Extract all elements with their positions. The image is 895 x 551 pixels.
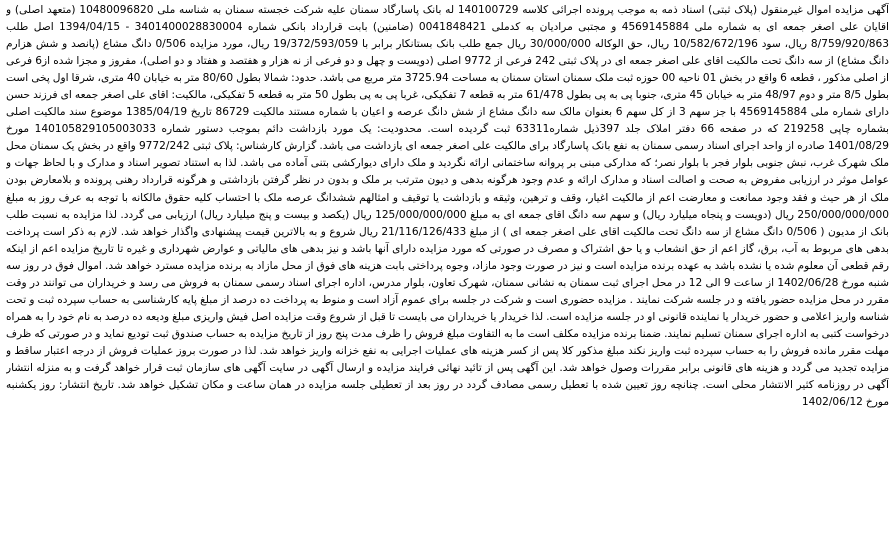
auction-notice-text: آگهی مزایده اموال غیرمنقول (پلاک ثبتی) اسناد ذمه به موجب پرونده اجرائی کلاسه 140100729 له بانک پاسارگاد سمنان علیه شرکت خجسته سمنان به شناسه ملی 10480096820 (متعهد اصلی) و اقایان علی اصغر جمعه ای به شماره ملی 4569145884 و مجتبی مرادیان به کدملی 0041848421 (ضامنین) بابت قرارداد بانکی شماره 3401400028830004 - 1394/04/15 اصل طلب 8/759/920/863 ریال، سود 10/582/672/196 ریال، حق الوکاله 30/000/000 ریال جمع طلب بانک بستانکار برابر با 19/372/593/059 ریال، مورد مزایده 0/506 دانگ مشاع (پانصد و شش هزارم دانگ مشاع) از سه دانگ تحت مالکیت اقای علی اصغر جمعه ای در پلاک ثبتی 242 فرعی از 9772 اصلی (دویست و چهل و دو فرعی از نه هزار و هفتصد و هفتاد و دو اصلی)، مفروز و مجزا شده از6 فرعی از اصلی مذکور ، قطعه 6 واقع در بخش 01 ناحیه 00 حوزه ثبت ملک سمنان استان سمنان به مساحت 3725.94 متر مربع می باشد. حدود: شمالا بطول 80/60 متر به خیابان 40 متری، شرقا اول پخی است بطول 8/5 متر و دوم 48/97 متر به خیابان 45 متری، جنوبا پی به پی بطول 61/478 متر به قطعه 7 تفکیکی، غربا پی به پی بطول 50 متر به قطعه 5 تفکیکی، مالکیت: اقای علی اصغر جمعه ای فرزند حسن دارای شماره ملی 4569145884 با جز سهم 3 از کل سهم 6 بعنوان مالک سه دانگ مشاع از شش دانگ عرصه و اعیان با شماره مستند مالکیت 86729 تاریخ 1385/04/19 موضوع سند مالکیت اصلی بشماره چاپی 219258 که در صفحه 66 دفتر املاک جلد 397ذیل شماره63311 ثبت گردیده است. محدودیت: یک مورد بازداشت دائم بموجب دستور شماره 140105829105003033 مورخ 1401/08/29 صادره از واحد اجرای اسناد رسمی سمنان به نفع بانک پاسارگاد برای مالکیت علی اصغر جمعه ای بازداشت می باشد. گزارش کارشناس: پلاک ثبتی 9772/242 واقع در بخش یک سمنان محل ملک شهرک غرب، نبش جنوبی بلوار فجر با بلوار نصر؛ که مدارکی مبنی بر پروانه ساختمانی ارائه نگردید و ملک دارای دیوارکشی بتنی آماده می باشد. لذا به استناد تصویر اسناد و مدارک و با لحاظ جهات و عوامل موثر در ارزیابی مفروض به صحت و اصالت اسناد و مدارک ارائه و عدم وجود هرگونه بدهی و دیون مترتب بر ملک و بدون در نظر گرفتن بازداشتی و هرگونه قرارداد رهنی پرونده و بلامعارض بودن ملک از هر حیث و فقد وجود ممانعت و معارضت اعم از مالکیت اغیار، وقف و ترهین، وثیقه و بازداشت یا توقیف و امثالهم ششدانگ عرصه ملک با احتساب کلیه حقوق مالکانه با توجه به عرف روز به مبلغ 250/000/000/000 ریال (دویست و پنجاه میلیارد ریال) و سهم سه دانگ اقای جمعه ای به مبلغ 125/000/000/000 ریال (یکصد و بیست و پنج میلیارد ریال) ارزیابی می گردد. لذا مزایده به نسبت طلب بانک از مدیون ( 0/506 دانگ مشاع از سه دانگ تحت مالکیت اقای علی اصغر جمعه ای ) از مبلغ 21/116/126/433 ریال شروع و به بالاترین قیمت پیشنهادی واگذار خواهد شد. لازم به ذکر است پرداخت بدهی های مربوط به آب، برق، گاز اعم از حق انشعاب و یا حق اشتراک و مصرف در صورتی که مورد مزایده دارای آنها باشد و نیز بدهی های مالیاتی و عوارض شهرداری و غیره تا تاریخ مزایده اعم از اینکه رقم قطعی آن معلوم شده یا نشده باشد به عهده برنده مزایده است و نیز در صورت وجود مازاد، وجوه پرداختی بابت هزینه های فوق از محل مازاد به برنده مزایده مسترد خواهد شد. اموال فوق در روز سه شنبه مورخ 1402/06/28 از ساعت 9 الی 12 در محل اجرای ثبت سمنان به نشانی سمنان، شهرک تعاون، بلوار مدرس، اداره اجرای اسناد رسمی سمنان به فروش می رسد و خریداران می توانند در وقت مقرر در محل مزایده حضور یافته و در جلسه شرکت نمایند . مزایده حضوری است و شرکت در جلسه برای عموم آزاد است و منوط به پرداخت ده درصد از مبلغ پایه کارشناسی به حساب سپرده ثبت و تحت شناسه واریز اعلامی و حضور خریدار یا نماینده قانونی او در جلسه مزایده است. لذا خریدار یا خریداران می بایست تا قبل از شروع وقت مزایده اصل فیش واریزی مبلغ ودیعه ده درصد به نام خود را به همراه درخواست کتبی به اداره اجرای سمنان تسلیم نمایند. ضمنا برنده مزایده مکلف است ما به التفاوت مبلغ فروش را ظرف مدت پنج روز از تاریخ مزایده به حساب صندوق ثبت تودیع نماید و در صورتی که ظرف مهلت مقرر مانده فروش را به حساب سپرده ثبت واریز نکند مبلغ مذکور کلا پس از کسر هزینه های عملیات اجرایی به نفع خزانه واریز خواهد شد. لذا در صورت بروز عملیات فروش از درجه اعتبار ساقط و مزایده تجدید می گردد و هزینه های قانونی برابر مقررات وصول خواهد شد. این آگهی پس از تائید نهائی فرایند مزایده و ارسال آگهی در سایت آگهی های سازمان ثبت قرار خواهد گرفت و به منزله انتشار آگهی در روزنامه کثیر الانتشار محلی است. چنانچه روز تعیین شده با تعطیل رسمی مصادف گردد در روز بعد از تعطیلی جلسه مزایده در همان ساعت و مکان تشکیل خواهد شد. تاریخ انتشار: روز یکشنبه مورخ 1402/06/12 [6,4,889,409]
auction-notice [6,2,889,549]
